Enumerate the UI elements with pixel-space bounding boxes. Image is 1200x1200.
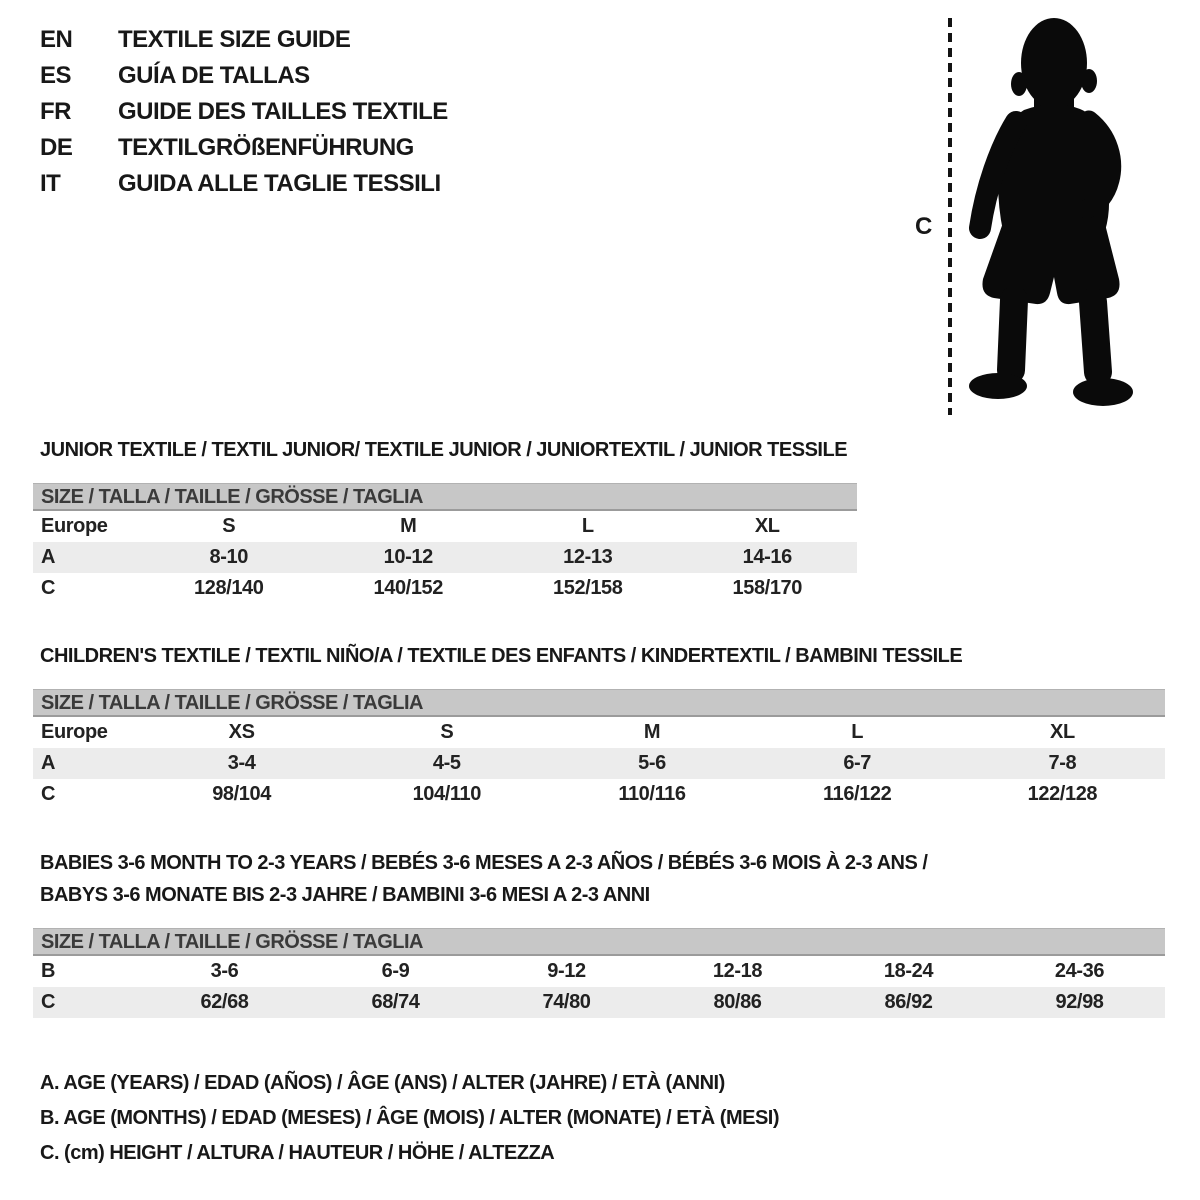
size-cell: 8-10 xyxy=(209,546,248,568)
size-cell: 10-12 xyxy=(383,546,433,568)
toddler-silhouette-icon xyxy=(966,12,1136,420)
size-cell: 4-5 xyxy=(432,752,461,774)
lang-code: EN xyxy=(40,26,73,53)
children-section-title: CHILDREN'S TEXTILE / TEXTIL NIÑO/A / TEXTILE DES ENFANTS / KINDERTEXTIL / BAMBINI TESSILE xyxy=(40,645,963,667)
size-cell: 98/104 xyxy=(212,783,271,805)
junior-row-height xyxy=(33,573,857,604)
row-label: C xyxy=(41,783,56,805)
row-label: A xyxy=(41,752,56,774)
size-cell: 110/116 xyxy=(618,783,686,805)
children-row-height xyxy=(33,779,1165,810)
size-cell: 62/68 xyxy=(200,991,249,1013)
babies-title-line1: BABIES 3-6 MONTH TO 2-3 YEARS / BEBÉS 3-6 MESES A 2-3 AÑOS / BÉBÉS 3-6 MOIS À 2-3 ANS / xyxy=(40,852,928,874)
size-cell: 18-24 xyxy=(883,960,934,982)
lang-code: IT xyxy=(40,170,61,197)
junior-row-europe xyxy=(33,511,857,542)
size-cell: 12-18 xyxy=(712,960,763,982)
row-label: C xyxy=(41,577,56,599)
row-label: C xyxy=(41,991,56,1013)
row-label: A xyxy=(41,546,56,568)
row-label: B xyxy=(41,960,56,982)
size-cell: 3-4 xyxy=(227,752,256,774)
size-cell: 5-6 xyxy=(638,752,666,774)
legend-line-b: B. AGE (MONTHS) / EDAD (MESES) / ÂGE (MOIS) / ALTER (MONATE) / ETÀ (MESI) xyxy=(40,1107,780,1129)
measure-legend xyxy=(40,1066,779,1171)
legend-line-a: A. AGE (YEARS) / EDAD (AÑOS) / ÂGE (ANS) / ALTER (JAHRE) / ETÀ (ANNI) xyxy=(40,1072,725,1094)
height-measure-label: C xyxy=(915,213,933,240)
size-cell: 6-7 xyxy=(843,752,872,774)
babies-section-title xyxy=(40,847,927,911)
size-cell: 68/74 xyxy=(371,991,420,1013)
lang-row-de xyxy=(40,130,448,166)
babies-size-table xyxy=(33,928,1165,1018)
language-header xyxy=(40,22,448,202)
size-cell: 140/152 xyxy=(373,577,443,599)
size-cell: 12-13 xyxy=(563,546,613,568)
children-row-europe xyxy=(33,717,1165,748)
size-cell: S xyxy=(440,721,454,743)
babies-row-months xyxy=(33,956,1165,987)
lang-row-fr xyxy=(40,94,448,130)
size-cell: 9-12 xyxy=(547,960,586,982)
junior-row-age xyxy=(33,542,857,573)
size-cell: 116/122 xyxy=(822,783,892,805)
legend-line-c: C. (cm) HEIGHT / ALTURA / HAUTEUR / HÖHE / ALTEZZA xyxy=(40,1142,555,1164)
size-cell: 74/80 xyxy=(542,991,591,1013)
size-cell: 104/110 xyxy=(412,783,481,805)
lang-code: FR xyxy=(40,98,71,125)
size-cell: 152/158 xyxy=(553,577,623,599)
junior-section-title: JUNIOR TEXTILE / TEXTIL JUNIOR/ TEXTILE JUNIOR / JUNIORTEXTIL / JUNIOR TESSILE xyxy=(40,439,848,461)
size-cell: 122/128 xyxy=(1027,783,1098,805)
size-cell: 80/86 xyxy=(713,991,762,1013)
lang-row-es xyxy=(40,58,448,94)
lang-title: TEXTILE SIZE GUIDE xyxy=(118,26,351,53)
lang-title: GUIDA ALLE TAGLIE TESSILI xyxy=(118,170,441,197)
lang-title: GUÍA DE TALLAS xyxy=(118,62,310,89)
children-row-age xyxy=(33,748,1165,779)
lang-title: TEXTILGRÖßENFÜHRUNG xyxy=(118,134,414,161)
size-cell: 7-8 xyxy=(1048,752,1077,774)
size-cell: 14-16 xyxy=(742,546,792,568)
lang-row-en xyxy=(40,22,448,58)
lang-row-it xyxy=(40,166,448,202)
size-cell: XL xyxy=(754,515,780,537)
size-cell: XL xyxy=(1050,721,1075,743)
children-size-table xyxy=(33,689,1165,810)
size-cell: 92/98 xyxy=(1055,991,1104,1013)
size-cell: XS xyxy=(228,721,255,743)
babies-table-header: SIZE / TALLA / TAILLE / GRÖSSE / TAGLIA xyxy=(33,928,1165,956)
row-label: Europe xyxy=(41,721,108,743)
size-cell: 3-6 xyxy=(210,960,239,982)
size-cell: M xyxy=(643,721,661,743)
size-cell: 128/140 xyxy=(194,577,264,599)
junior-size-table xyxy=(33,483,857,604)
lang-code: ES xyxy=(40,62,72,89)
junior-table-header: SIZE / TALLA / TAILLE / GRÖSSE / TAGLIA xyxy=(33,483,857,511)
size-cell: S xyxy=(222,515,236,537)
children-table-header: SIZE / TALLA / TAILLE / GRÖSSE / TAGLIA xyxy=(33,689,1165,717)
babies-row-height xyxy=(33,987,1165,1018)
height-measure-dashed-line xyxy=(948,18,952,415)
row-label: Europe xyxy=(41,515,108,537)
lang-code: DE xyxy=(40,134,73,161)
size-cell: L xyxy=(581,515,594,537)
size-cell: 86/92 xyxy=(884,991,933,1013)
size-cell: 6-9 xyxy=(381,960,410,982)
lang-title: GUIDE DES TAILLES TEXTILE xyxy=(118,98,448,125)
size-cell: 158/170 xyxy=(732,577,802,599)
babies-title-line2: BABYS 3-6 MONATE BIS 2-3 JAHRE / BAMBINI 3-6 MESI A 2-3 ANNI xyxy=(40,884,650,906)
size-cell: 24-36 xyxy=(1054,960,1105,982)
size-cell: L xyxy=(851,721,864,743)
size-cell: M xyxy=(400,515,417,537)
